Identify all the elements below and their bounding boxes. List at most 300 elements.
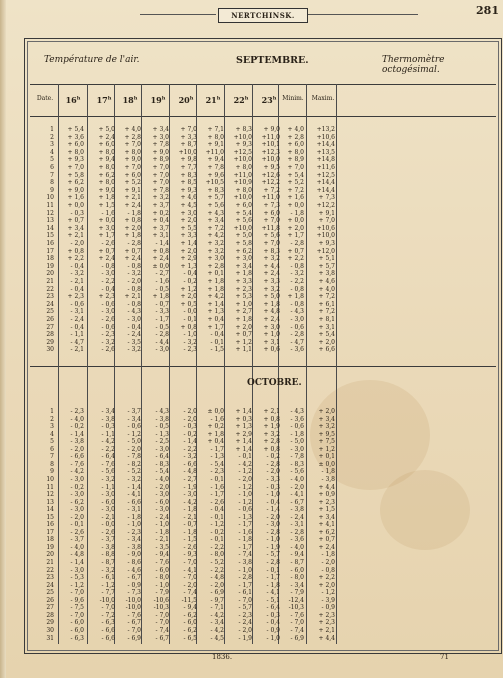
banner-rule-right xyxy=(308,14,418,15)
column-rule xyxy=(169,84,170,644)
temperature-cell: - 0,4 xyxy=(101,285,115,293)
temperature-cell: + 1,4 xyxy=(235,445,252,453)
temperature-cell: - 2,2 xyxy=(101,278,115,285)
temperature-cell: + 5,2 xyxy=(287,179,304,187)
temperature-cell: - 3,0 xyxy=(70,566,84,574)
temperature-cell: - 6,0 xyxy=(70,626,84,634)
temperature-cell: - 7,0 xyxy=(183,559,197,566)
temperature-cell: - 3,1 xyxy=(70,308,84,316)
temperature-cell: - 2,0 xyxy=(183,415,197,423)
temperature-cell: -10,3 xyxy=(288,604,304,612)
temperature-cell: - 1,6 xyxy=(210,483,224,491)
temperature-cell: + 5,4 xyxy=(287,171,304,179)
temperature-cell: - 1,4 xyxy=(127,483,141,491)
temperature-cell: + 3,2 xyxy=(263,430,280,438)
temperature-cell: - 7,4 xyxy=(183,589,197,597)
temperature-cell: + 2,4 xyxy=(318,543,335,551)
temperature-cell: - 3,0 xyxy=(101,270,115,278)
temperature-cell: - 0,1 xyxy=(238,453,252,461)
temperature-cell: + 2,4 xyxy=(124,202,141,209)
temperature-cell: - 1,0 xyxy=(266,536,280,544)
temperature-cell: - 1,0 xyxy=(266,491,280,499)
temperature-cell: + 5,6 xyxy=(263,232,280,240)
temperature-cell: - 1,4 xyxy=(70,559,84,566)
temperature-cell: - 7,4 xyxy=(238,551,252,559)
temperature-cell: + 2,1 xyxy=(124,293,141,301)
temperature-cell: +12,2 xyxy=(316,202,335,209)
temperature-cell: -10,3 xyxy=(153,604,169,612)
temperature-cell: + 0,7 xyxy=(98,247,115,255)
temperature-cell: - 3,0 xyxy=(70,506,84,514)
temperature-cell: - 6,0 xyxy=(183,619,197,627)
temperature-cell: + 2,0 xyxy=(318,408,335,415)
date-cell: 7 xyxy=(50,453,54,461)
temperature-cell: - 0,3 xyxy=(266,483,280,491)
temperature-cell: + 1,6 xyxy=(67,194,84,202)
temperature-cell: + 1,8 xyxy=(124,232,141,240)
temperature-cell: - 2,6 xyxy=(101,346,115,354)
temperature-cell: - 7,4 xyxy=(290,626,304,634)
date-cell: 19 xyxy=(46,543,54,551)
temperature-cell: + 0,0 xyxy=(98,217,115,225)
temperature-cell: - 1,2 xyxy=(238,498,252,506)
temperature-cell: - 3,8 xyxy=(101,415,115,423)
temperature-cell: - 2,8 xyxy=(290,528,304,536)
temperature-cell: - 2,1 xyxy=(101,513,115,521)
temperature-cell: - 1,0 xyxy=(127,521,141,529)
temperature-cell: - 6,2 xyxy=(183,626,197,634)
temperature-cell: - 4,3 xyxy=(127,308,141,316)
date-cell: 1 xyxy=(50,408,54,415)
temperature-cell: - 4,0 xyxy=(70,543,84,551)
date-cell: 23 xyxy=(46,293,54,301)
temperature-cell: - 1,2 xyxy=(127,430,141,438)
temperature-cell: - 6,9 xyxy=(127,634,141,642)
date-cell: 16 xyxy=(46,240,54,247)
temperature-cell: - 4,8 xyxy=(183,468,197,476)
temperature-cell: +10,6 xyxy=(316,133,335,141)
temperature-cell: - 1,3 xyxy=(210,453,224,461)
temperature-cell: - 2,8 xyxy=(266,460,280,468)
date-cell: 23 xyxy=(46,574,54,582)
temperature-cell: + 2,7 xyxy=(235,308,252,316)
temperature-cell: +10,6 xyxy=(316,224,335,232)
temperature-cell: + 0,1 xyxy=(207,270,224,278)
date-cell: 25 xyxy=(46,308,54,316)
temperature-cell: - 1,6 xyxy=(155,278,169,285)
temperature-cell: + 2,4 xyxy=(152,255,169,263)
temperature-cell: - 9,3 xyxy=(183,551,197,559)
temperature-cell: - 2,4 xyxy=(127,331,141,339)
temperature-cell: - 4,4 xyxy=(155,338,169,346)
temperature-cell: - 7,6 xyxy=(127,611,141,619)
temperature-cell: + 7,3 xyxy=(318,194,335,202)
temperature-cell: - 0,0 xyxy=(183,308,197,316)
temperature-cell: + 0,8 xyxy=(180,323,197,331)
temperature-cell: - 6,7 xyxy=(127,574,141,582)
temperature-cell: - 1,8 xyxy=(238,536,252,544)
temperature-cell: + 3,0 xyxy=(98,224,115,232)
temperature-cell: + 2,3 xyxy=(235,285,252,293)
temperature-cell: - 0,8 xyxy=(290,262,304,270)
temperature-cell: - 6,6 xyxy=(127,498,141,506)
temperature-cell: - 2,0 xyxy=(127,278,141,285)
temperature-cell: + 9,5 xyxy=(263,164,280,171)
temperature-cell: - 3,0 xyxy=(290,316,304,323)
temperature-cell: - 2,8 xyxy=(155,331,169,339)
temperature-cell: + 1,7 xyxy=(287,232,304,240)
temperature-cell: + 3,8 xyxy=(318,270,335,278)
temperature-cell: - 2,3 xyxy=(210,468,224,476)
temperature-cell: + 0,1 xyxy=(318,453,335,461)
temperature-cell: - 6,7 xyxy=(155,634,169,642)
temperature-cell: + 4,5 xyxy=(180,202,197,209)
temperature-cell: + 1,4 xyxy=(207,300,224,308)
temperature-cell: + 3,0 xyxy=(180,209,197,217)
temperature-cell: - 2,6 xyxy=(210,498,224,506)
temperature-cell: - 7,4 xyxy=(155,626,169,634)
temperature-cell: - 5,1 xyxy=(266,596,280,604)
temperature-cell: + 9,4 xyxy=(98,156,115,164)
temperature-cell: + 1,8 xyxy=(207,278,224,285)
temperature-cell: + 0,8 xyxy=(124,217,141,225)
temperature-cell: + 1,8 xyxy=(263,300,280,308)
temperature-cell: + 2,4 xyxy=(263,270,280,278)
temperature-cell: - 3,0 xyxy=(101,506,115,514)
temperature-cell: + 0,8 xyxy=(263,415,280,423)
temperature-cell: - 1,0 xyxy=(183,331,197,339)
temperature-cell: - 1,6 xyxy=(210,415,224,423)
temperature-cell: + 1,5 xyxy=(318,506,335,514)
temperature-cell: - 7,0 xyxy=(70,589,84,597)
temperature-cell: - 3,8 xyxy=(70,438,84,446)
temperature-cell: - 0,4 xyxy=(70,285,84,293)
column-rule xyxy=(224,84,225,644)
temperature-cell: + 3,3 xyxy=(235,278,252,285)
temperature-cell: - 3,2 xyxy=(101,338,115,346)
temperature-cell: - 0,5 xyxy=(155,323,169,331)
temperature-cell: - 9,4 xyxy=(183,604,197,612)
date-cell: 4 xyxy=(50,148,54,156)
date-cell: 18 xyxy=(46,536,54,544)
temperature-cell: + 6,2 xyxy=(98,171,115,179)
temperature-cell: +10,0 xyxy=(233,133,252,141)
temperature-cell: - 5,4 xyxy=(155,468,169,476)
temperature-cell: - 1,7 xyxy=(238,521,252,529)
temperature-cell: - 9,4 xyxy=(155,551,169,559)
temperature-cell: + 0,0 xyxy=(67,202,84,209)
temperature-cell: + 1,4 xyxy=(235,438,252,446)
date-cell: 10 xyxy=(46,475,54,483)
temperature-cell: - 9,4 xyxy=(290,551,304,559)
column-rule xyxy=(306,84,307,644)
temperature-cell: ± 0,0 xyxy=(207,408,224,415)
temperature-cell: - 1,2 xyxy=(101,581,115,589)
temperature-cell: + 1,7 xyxy=(98,232,115,240)
temperature-cell: - 6,0 xyxy=(155,566,169,574)
temperature-cell: - 0,2 xyxy=(70,483,84,491)
temperature-cell: + 3,0 xyxy=(235,255,252,263)
temperature-cell: - 5,3 xyxy=(70,574,84,582)
temperature-cell: - 1,1 xyxy=(101,483,115,491)
temperature-cell: + 2,1 xyxy=(263,408,280,415)
temperature-cell: - 2,3 xyxy=(127,528,141,536)
temperature-cell: + 2,8 xyxy=(124,133,141,141)
temperature-cell: - 5,2 xyxy=(210,559,224,566)
temperature-cell: + 2,8 xyxy=(287,133,304,141)
temperature-cell: - 7,6 xyxy=(155,559,169,566)
temperature-cell: + 3,7 xyxy=(152,202,169,209)
temperature-cell: - 4,2 xyxy=(238,460,252,468)
temperature-cell: + 2,0 xyxy=(287,224,304,232)
date-cell: 17 xyxy=(46,247,54,255)
temperature-cell: + 1,8 xyxy=(152,293,169,301)
temperature-cell: - 1,5 xyxy=(183,536,197,544)
temperature-cell: + 2,4 xyxy=(98,133,115,141)
temperature-cell: - 6,9 xyxy=(210,589,224,597)
temperature-cell: + 3,3 xyxy=(263,278,280,285)
temperature-cell: - 1,0 xyxy=(238,566,252,574)
temperature-cell: - 1,8 xyxy=(183,506,197,514)
temperature-cell: - 2,3 xyxy=(70,408,84,415)
temperature-cell: - 4,6 xyxy=(127,566,141,574)
temperature-cell: + 9,1 xyxy=(207,141,224,149)
temperature-cell: + 1,9 xyxy=(263,423,280,431)
temperature-cell: - 5,6 xyxy=(290,468,304,476)
temperature-cell: + 3,3 xyxy=(180,232,197,240)
temperature-cell: - 2,8 xyxy=(290,240,304,247)
temperature-cell: + 7,0 xyxy=(287,164,304,171)
temperature-cell: - 5,7 xyxy=(266,551,280,559)
temperature-cell: - 0,2 xyxy=(70,423,84,431)
temperature-cell: - 0,2 xyxy=(183,430,197,438)
temperature-cell: + 0,8 xyxy=(67,247,84,255)
temperature-cell: + 7,0 xyxy=(263,217,280,225)
temperature-cell: - 3,2 xyxy=(183,453,197,461)
temperature-cell: + 8,0 xyxy=(98,148,115,156)
temperature-cell: + 7,0 xyxy=(152,171,169,179)
temperature-cell: - 1,8 xyxy=(266,581,280,589)
temperature-cell: + 9,0 xyxy=(124,156,141,164)
temperature-cell: - 2,2 xyxy=(210,543,224,551)
temperature-cell: - 1,7 xyxy=(266,574,280,582)
temperature-cell: - 3,8 xyxy=(127,543,141,551)
temperature-cell: - 3,2 xyxy=(127,475,141,483)
temperature-cell: + 3,2 xyxy=(318,423,335,431)
date-cell: 11 xyxy=(46,202,54,209)
temperature-cell: + 4,6 xyxy=(318,278,335,285)
temperature-cell: - 1,0 xyxy=(266,634,280,642)
temperature-cell: - 7,9 xyxy=(290,589,304,597)
date-cell: 9 xyxy=(50,186,54,194)
temperature-cell: + 2,0 xyxy=(180,293,197,301)
temperature-cell: - 3,7 xyxy=(70,536,84,544)
temperature-cell: - 1,1 xyxy=(101,430,115,438)
temperature-cell: + 6,6 xyxy=(318,346,335,354)
temperature-cell: - 4,8 xyxy=(70,551,84,559)
page-number: 281 xyxy=(476,4,499,17)
temperature-cell: + 7,3 xyxy=(263,202,280,209)
date-cell: 18 xyxy=(46,255,54,263)
temperature-cell: - 3,0 xyxy=(155,491,169,499)
temperature-cell: ± 0,0 xyxy=(318,460,335,468)
date-cell: 15 xyxy=(46,513,54,521)
temperature-cell: +14,4 xyxy=(316,179,335,187)
temperature-cell: - 2,8 xyxy=(266,559,280,566)
temperature-cell: - 1,7 xyxy=(238,543,252,551)
temperature-cell: + 5,6 xyxy=(235,217,252,225)
temperature-cell: + 7,1 xyxy=(207,126,224,133)
temperature-cell: - 0,4 xyxy=(127,323,141,331)
temperature-cell: - 1,2 xyxy=(238,468,252,476)
date-cell: 20 xyxy=(46,551,54,559)
temperature-cell: - 6,6 xyxy=(101,634,115,642)
temperature-cell: - 6,4 xyxy=(101,453,115,461)
temperature-cell: + 2,0 xyxy=(318,581,335,589)
temperature-cell: - 4,0 xyxy=(290,475,304,483)
temperature-cell: + 7,7 xyxy=(180,164,197,171)
date-cell: 17 xyxy=(46,528,54,536)
temperature-cell: - 2,6 xyxy=(101,240,115,247)
temperature-cell: + 2,2 xyxy=(67,255,84,263)
temperature-cell: - 2,3 xyxy=(183,346,197,354)
temperature-cell: + 1,8 xyxy=(287,293,304,301)
date-cell: 2 xyxy=(50,415,54,423)
temperature-cell: - 0,4 xyxy=(266,619,280,627)
temperature-cell: +11,6 xyxy=(316,164,335,171)
temperature-cell: + 3,1 xyxy=(152,232,169,240)
temperature-cell: - 8,7 xyxy=(290,559,304,566)
temperature-cell: - 6,0 xyxy=(101,498,115,506)
temperature-cell: - 2,8 xyxy=(127,240,141,247)
temperature-cell: - 0,3 xyxy=(266,611,280,619)
column-header: Maxim. xyxy=(311,95,335,102)
date-cell: 3 xyxy=(50,423,54,431)
temperature-cell: +12,6 xyxy=(261,171,280,179)
temperature-cell: + 9,0 xyxy=(152,148,169,156)
temperature-cell: + 2,9 xyxy=(180,255,197,263)
temperature-cell: + 1,0 xyxy=(263,331,280,339)
temperature-cell: + 9,3 xyxy=(180,186,197,194)
temperature-cell: +12,0 xyxy=(316,247,335,255)
temperature-cell: - 1,8 xyxy=(290,209,304,217)
column-rule xyxy=(87,84,88,644)
column-header: 18$^h$ xyxy=(122,95,138,105)
temperature-cell: - 8,2 xyxy=(127,460,141,468)
temperature-cell: + 5,0 xyxy=(235,232,252,240)
temperature-cell: + 3,4 xyxy=(235,262,252,270)
temperature-cell: + 5,4 xyxy=(235,209,252,217)
date-cell: 27 xyxy=(46,604,54,612)
temperature-cell: -10,0 xyxy=(99,596,115,604)
temperature-cell: - 3,6 xyxy=(290,536,304,544)
temperature-cell: - 2,6 xyxy=(101,528,115,536)
running-head: NERTCHINSK. xyxy=(218,8,308,23)
temperature-cell: + 4,6 xyxy=(180,194,197,202)
temperature-cell: - 6,4 xyxy=(155,453,169,461)
date-cell: 28 xyxy=(46,611,54,619)
temperature-cell: - 0,2 xyxy=(266,453,280,461)
temperature-cell: - 7,0 xyxy=(155,619,169,627)
temperature-cell: + 7,0 xyxy=(318,217,335,225)
temperature-cell: + 2,8 xyxy=(207,262,224,270)
temperature-cell: - 5,2 xyxy=(127,468,141,476)
temperature-cell: + 5,6 xyxy=(207,202,224,209)
temperature-cell: - 7,7 xyxy=(101,589,115,597)
temperature-cell: +13,5 xyxy=(316,148,335,156)
temperature-cell: + 7,0 xyxy=(124,141,141,149)
temperature-cell: + 4,0 xyxy=(124,126,141,133)
temperature-cell: + 1,8 xyxy=(235,270,252,278)
temperature-cell: - 1,0 xyxy=(155,521,169,529)
date-cell: 31 xyxy=(46,634,54,642)
temperature-cell: + 0,4 xyxy=(207,316,224,323)
temperature-cell: - 5,4 xyxy=(210,460,224,468)
temperature-cell: - 3,8 xyxy=(155,415,169,423)
footer-sheet: 71 xyxy=(440,653,449,661)
date-cell: 6 xyxy=(50,445,54,453)
temperature-cell: - 0,1 xyxy=(210,536,224,544)
temperature-cell: + 4,4 xyxy=(318,483,335,491)
temperature-cell: + 1,4 xyxy=(235,408,252,415)
temperature-cell: - 1,9 xyxy=(266,543,280,551)
date-cell: 7 xyxy=(50,171,54,179)
temperature-cell: + 8,3 xyxy=(235,126,252,133)
temperature-cell: + 1,3 xyxy=(235,423,252,431)
binding-fold xyxy=(0,0,6,678)
temperature-cell: - 2,1 xyxy=(183,513,197,521)
date-cell: 13 xyxy=(46,217,54,225)
temperature-cell: - 7,2 xyxy=(101,611,115,619)
temperature-cell: - 3,0 xyxy=(155,346,169,354)
temperature-cell: - 6,1 xyxy=(238,589,252,597)
temperature-cell: + 2,3 xyxy=(67,293,84,301)
temperature-cell: + 6,0 xyxy=(263,209,280,217)
date-cell: 21 xyxy=(46,559,54,566)
date-cell: 29 xyxy=(46,338,54,346)
temperature-cell: - 7,1 xyxy=(210,604,224,612)
temperature-cell: +11,0 xyxy=(233,171,252,179)
temperature-cell: - 0,6 xyxy=(70,300,84,308)
temperature-cell: - 0,8 xyxy=(321,566,335,574)
temperature-cell: + 3,2 xyxy=(207,247,224,255)
temperature-cell: - 7,6 xyxy=(101,460,115,468)
temperature-cell: + 1,8 xyxy=(207,430,224,438)
temperature-cell: - 4,1 xyxy=(183,566,197,574)
temperature-cell: +10,0 xyxy=(233,224,252,232)
date-cell: 8 xyxy=(50,179,54,187)
temperature-cell: - 4,7 xyxy=(290,338,304,346)
temperature-cell: - 0,2 xyxy=(183,278,197,285)
temperature-cell: - 3,2 xyxy=(290,270,304,278)
temperature-cell: - 8,0 xyxy=(155,574,169,582)
date-cell: 21 xyxy=(46,278,54,285)
temperature-cell: - 1,8 xyxy=(183,528,197,536)
temperature-cell: + 5,0 xyxy=(98,126,115,133)
temperature-cell: + 6,0 xyxy=(67,141,84,149)
temperature-cell: - 6,2 xyxy=(70,498,84,506)
temperature-cell: +13,2 xyxy=(316,126,335,133)
temperature-cell: - 6,7 xyxy=(290,498,304,506)
temperature-cell: +10,9 xyxy=(233,179,252,187)
temperature-cell: +10,0 xyxy=(316,232,335,240)
temperature-cell: + 9,3 xyxy=(235,141,252,149)
temperature-cell: + 1,1 xyxy=(235,346,252,354)
temperature-cell: - 3,4 xyxy=(290,581,304,589)
date-cell: 6 xyxy=(50,164,54,171)
temperature-cell: - 1,8 xyxy=(127,513,141,521)
temperature-cell: + 5,5 xyxy=(180,224,197,232)
